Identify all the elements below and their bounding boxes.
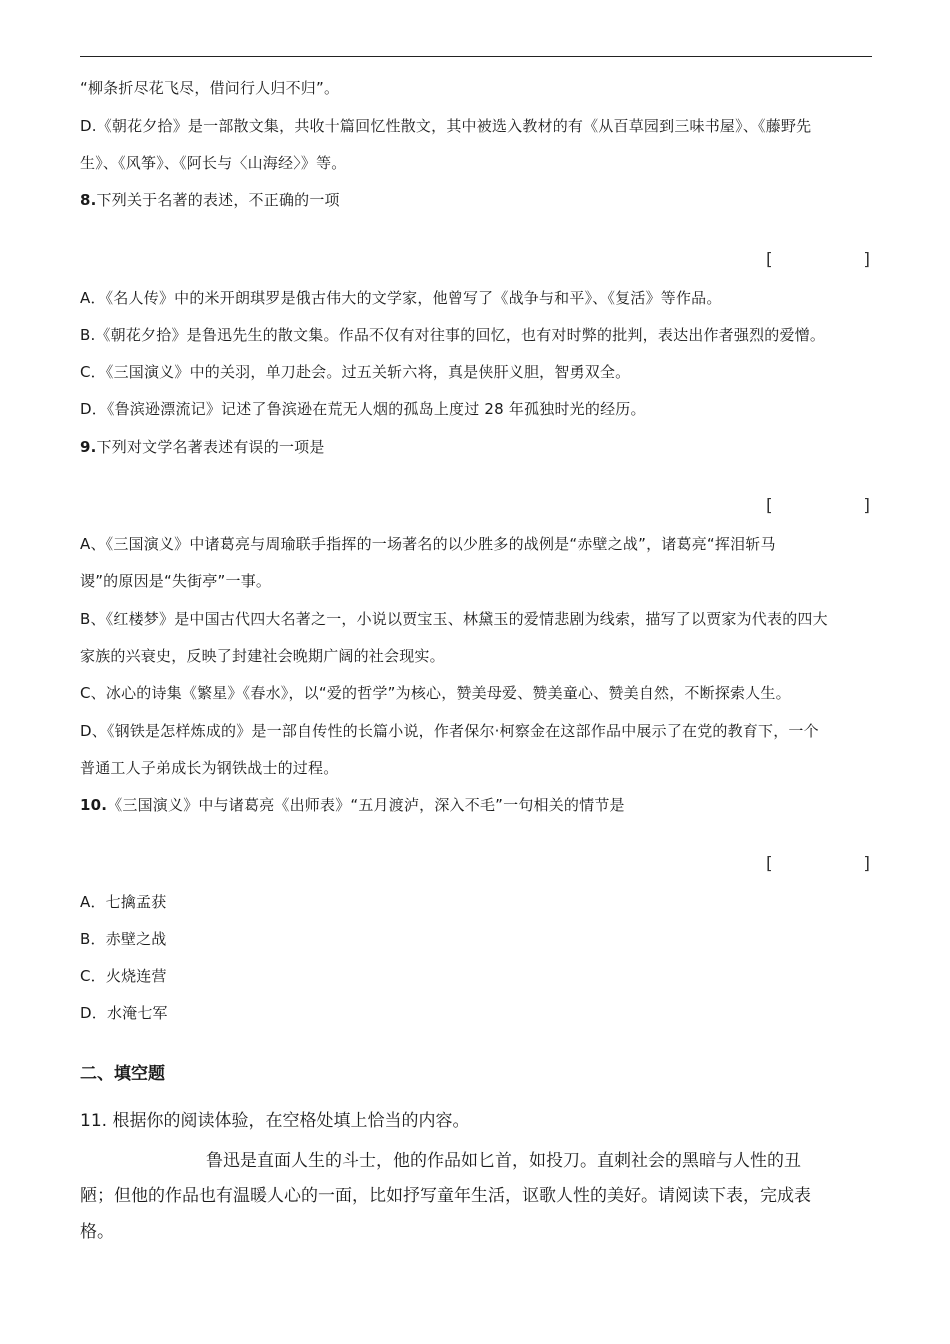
option-line: 谡”的原因是“失街亭”一事。 — [80, 572, 272, 590]
bracket-open: [ — [766, 250, 773, 270]
question-8 — [80, 190, 340, 210]
option-b: B.《朝花夕拾》是鲁迅先生的散文集。作品不仅有对往事的回忆，也有对时弊的批判，表达出作者强烈的爱憎。 — [80, 326, 826, 344]
question-11: 11. 根据你的阅读体验，在空格处填上恰当的内容。 — [80, 1111, 470, 1131]
question-stem: 下列对文学名著表述有误的一项是 — [96, 438, 325, 456]
option-line: 家族的兴衰史，反映了封建社会晚期广阔的社会现实。 — [80, 647, 445, 665]
option-b: B．赤壁之战 — [80, 930, 167, 948]
option-d: D．《鲁滨逊漂流记》记述了鲁滨逊在荒无人烟的孤岛上度过 28 年孤独时光的经历。 — [80, 400, 646, 418]
option-d: D．水淹七军 — [80, 1004, 168, 1022]
option-a: A．七擒孟获 — [80, 893, 167, 911]
question-number: 8. — [80, 191, 97, 209]
option-line: 普通工人子弟成长为钢铁战士的过程。 — [80, 759, 339, 777]
option-c: C．火烧连营 — [80, 967, 167, 985]
question-number: 9. — [80, 438, 97, 456]
paragraph-line: 格。 — [80, 1222, 114, 1242]
bracket-close: ] — [863, 496, 870, 516]
option-line: C、冰心的诗集《繁星》《春水》，以“爱的哲学”为核心，赞美母爱、赞美童心、赞美自然，不断探索人生。 — [80, 684, 791, 702]
paragraph-line: 陋；但他的作品也有温暖人心的一面，比如抒写童年生活，讴歌人性的美好。请阅读下表，完成表 — [80, 1186, 811, 1206]
answer-bracket — [766, 854, 870, 874]
option-c: C．《三国演义》中的关羽，单刀赴会。过五关斩六将，真是侠肝义胆，智勇双全。 — [80, 363, 631, 381]
text-line: D.《朝花夕拾》是一部散文集，共收十篇回忆性散文，其中被选入教材的有《从百草园到三味书屋》、《藤野先 — [80, 117, 812, 135]
option-line: A、《三国演义》中诸葛亮与周瑜联手指挥的一场著名的以少胜多的战例是“赤壁之战”，诸葛亮“挥泪斩马 — [80, 535, 776, 553]
paragraph-line: 鲁迅是直面人生的斗士，他的作品如匕首，如投刀。直刺社会的黑暗与人性的丑 — [206, 1151, 801, 1171]
bracket-open: [ — [766, 496, 773, 516]
text-line: 生》、《风筝》、《阿长与〈山海经〉》等。 — [80, 154, 347, 172]
question-number: 10. — [80, 796, 108, 814]
answer-bracket — [766, 250, 870, 270]
option-line: D、《钢铁是怎样炼成的》是一部自传性的长篇小说，作者保尔·柯察金在这部作品中展示了在党的教育下，一个 — [80, 722, 819, 740]
option-a: A．《名人传》中的米开朗琪罗是俄古伟大的文学家，他曾写了《战争与和平》、《复活》等作品。 — [80, 289, 722, 307]
question-stem: 下列关于名著的表述，不正确的一项 — [96, 191, 340, 209]
text-line: “柳条折尽花飞尽，借问行人归不归”。 — [80, 79, 340, 97]
header-rule — [80, 56, 872, 57]
question-10 — [80, 795, 625, 815]
bracket-open: [ — [766, 854, 773, 874]
question-stem: 《三国演义》中与诸葛亮《出师表》“五月渡泸，深入不毛”一句相关的情节是 — [107, 796, 625, 814]
bracket-close: ] — [863, 250, 870, 270]
section-heading: 二、填空题 — [80, 1064, 165, 1084]
answer-bracket — [766, 496, 870, 516]
option-line: B、《红楼梦》是中国古代四大名著之一，小说以贾宝玉、林黛玉的爱情悲剧为线索，描写了以贾家为代表的四大 — [80, 610, 828, 628]
bracket-close: ] — [863, 854, 870, 874]
question-9 — [80, 437, 325, 457]
